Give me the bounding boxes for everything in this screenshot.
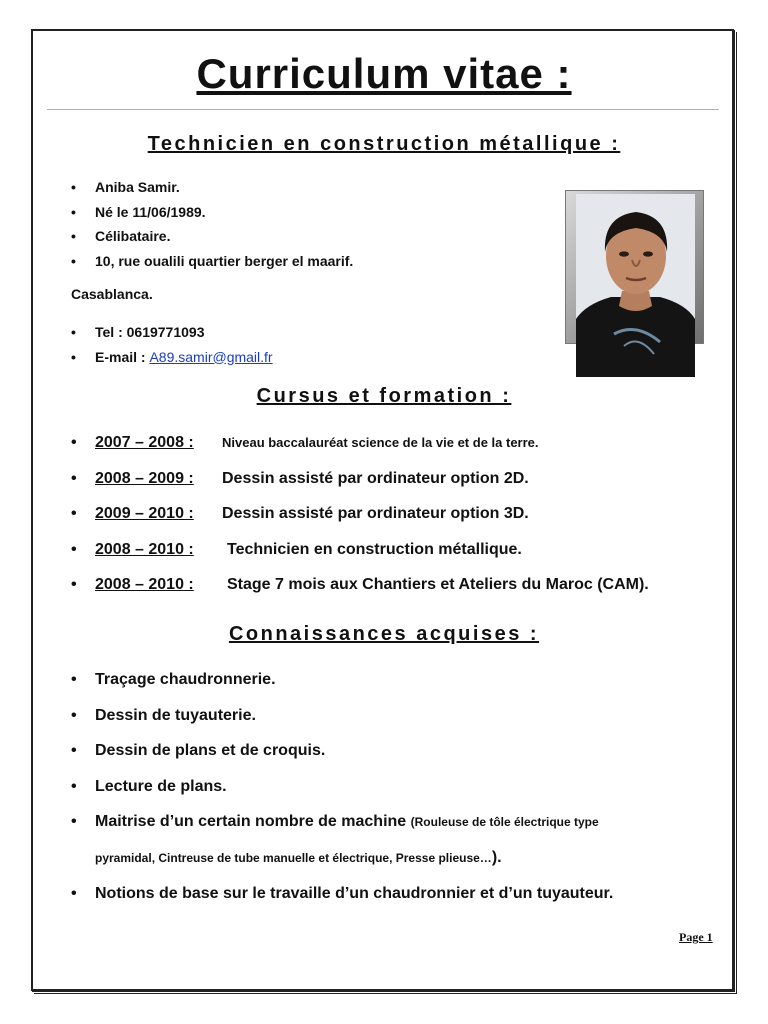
title-divider	[47, 109, 719, 110]
list-item	[71, 532, 649, 568]
cursus-text: Dessin assisté par ordinateur option 2D.	[222, 469, 529, 487]
list-item: • Notions de base sur le travaille d’un chaudronnier et d’un tuyauteur.	[71, 876, 613, 912]
person-portrait-icon	[576, 194, 695, 377]
skill-machine-note: (Rouleuse de tôle électrique type	[410, 815, 599, 829]
personal-info-list	[71, 175, 353, 273]
skill-machine-note-continued: pyramidal, Cintreuse de tube manuelle et électrique, Presse plieuse…	[95, 851, 492, 865]
cursus-list	[71, 425, 649, 603]
cursus-title: Cursus et formation :	[256, 385, 512, 407]
city: Casablanca.	[71, 286, 153, 302]
cursus-text: Technicien en construction métallique.	[227, 540, 522, 558]
cursus-years: 2008 – 2009 :	[95, 469, 194, 487]
list-item: • Dessin de plans et de croquis.	[71, 733, 613, 769]
list-item: • 10, rue oualili quartier berger el maarif.	[71, 249, 353, 274]
list-item: • Lecture de plans.	[71, 769, 613, 805]
cursus-text: Dessin assisté par ordinateur option 3D.	[222, 505, 529, 522]
list-item: • Traçage chaudronnerie.	[71, 662, 613, 698]
list-item: • Célibataire.	[71, 224, 353, 249]
skills-title: Connaissances acquises :	[228, 623, 540, 645]
skills-list	[71, 662, 613, 912]
list-item	[71, 425, 649, 461]
list-item	[71, 804, 613, 876]
email-label: E-mail :	[95, 348, 150, 365]
cursus-text: Stage 7 mois aux Chantiers et Ateliers du Maroc (CAM).	[227, 576, 649, 593]
email-line	[71, 345, 273, 370]
skill-machine-end: ).	[491, 849, 502, 866]
skill-machine: Maitrise d’un certain nombre de machine	[95, 813, 411, 830]
job-title: Technicien en construction métallique :	[147, 133, 621, 155]
list-item	[71, 496, 649, 532]
list-item: • Aniba Samir.	[71, 175, 353, 200]
cursus-years: 2008 – 2010 :	[95, 576, 194, 593]
profile-photo	[576, 194, 695, 377]
list-item: • Né le 11/06/1989.	[71, 200, 353, 225]
cursus-years: 2008 – 2010 :	[95, 540, 194, 558]
cursus-years: 2007 – 2008 :	[95, 434, 194, 451]
list-item: • Dessin de tuyauterie.	[71, 698, 613, 734]
page-number: Page 1	[679, 930, 713, 944]
contact-list	[71, 320, 273, 369]
list-item	[71, 461, 649, 497]
email-link[interactable]: A89.samir@gmail.fr	[149, 348, 273, 365]
cursus-text: Niveau baccalauréat science de la vie et de la terre.	[222, 435, 539, 450]
list-item	[71, 567, 649, 603]
cursus-years: 2009 – 2010 :	[95, 505, 194, 522]
phone: • Tel : 0619771093	[71, 320, 273, 345]
cv-title: Curriculum vitae :	[196, 50, 572, 97]
